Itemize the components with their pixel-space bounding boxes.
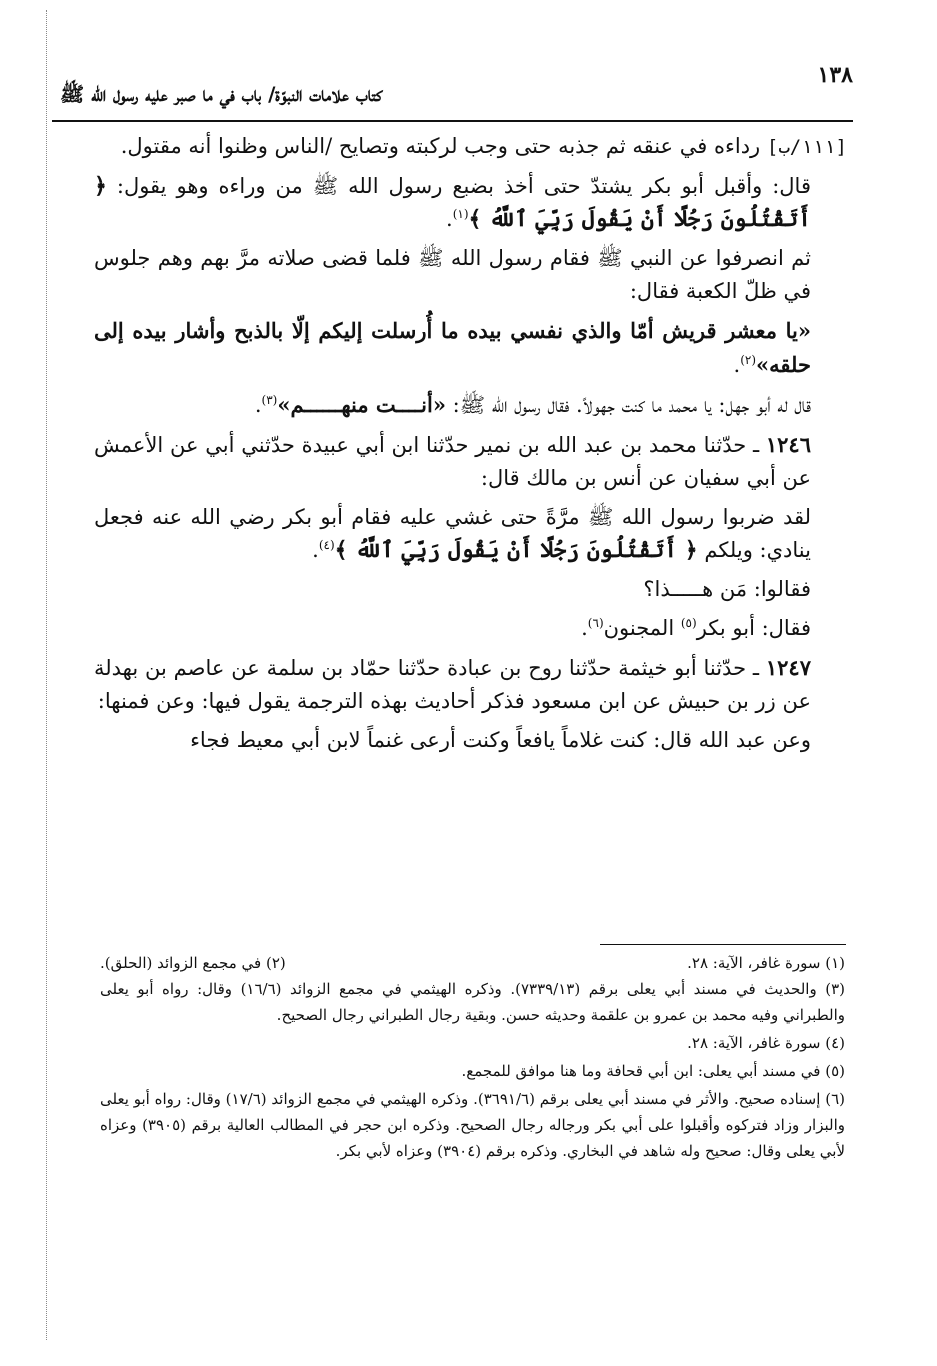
footnote-ref[interactable]: (٣) bbox=[261, 393, 278, 407]
paragraph-text: وعن عبد الله قال: كنت غلاماً يافعاً وكنت أرعى غنماً لابن أبي معيط فجاء bbox=[190, 728, 811, 752]
paragraph bbox=[94, 242, 847, 308]
footnote-6: (٦) إسناده صحيح. والأثر في مسند أبي يعلى برقم (٣٦٩١/٦). وذكره الهيثمي في مجمع الزوائد (١٧/٦) وقال: رواه أبو يعلى والبزار وزاد فتركوه وأقبلوا على أبي بكر ورجاله رجال الصحيح. وذكره ابن حجر في المطالب العالية برقم (٣٩٠٥) وعزاه لأبي يعلى وقال: صحيح وله شاهد في البخاري. وذكره برقم (٣٩٠٤) وعزاه لأبي بكر. bbox=[100, 1090, 845, 1160]
footnote-2: (٢) في مجمع الزوائد (الحلق). bbox=[100, 954, 286, 972]
isnad-text: ـ حدّثنا محمد بن عبد الله بن نمير حدّثنا ابن أبي عبيدة حدّثني أبي عن الأعمش عن أبي سفيان عن أنس بن مالك قال: bbox=[94, 433, 811, 490]
paragraph-text: المجنون bbox=[603, 616, 675, 640]
isnad-text: ـ حدّثنا أبو خيثمة حدّثنا روح بن عبادة حدّثنا حمّاد بن سلمة عن عاصم بن بهدلة عن زر بن حبيش عن ابن مسعود فذكر أحاديث بهذه الترجمة يقول فيها: وعن فمنها: bbox=[94, 656, 811, 713]
header-rule bbox=[52, 120, 853, 122]
hadith-entry bbox=[94, 651, 847, 718]
paragraph-text: قال له أبو جهل: يا محمد ما كنت جهولاً. فقال رسول الله ﷺ: bbox=[452, 393, 811, 417]
footnote-rule bbox=[600, 944, 846, 945]
paragraph: فقال: أبو بكر$^{(٥)}$ المجنون$^{(٦)}$. bbox=[581, 616, 811, 640]
paragraph bbox=[94, 724, 847, 757]
paragraph: «يا معشر قريش أمّا والذي نفسي بيده ما أُرسلت إليكم إلّا بالذبح وأشار بيده إلى حلقه»$^{(٢)}$. bbox=[94, 318, 811, 377]
paragraph-text: فقال: أبو بكر bbox=[696, 616, 811, 640]
hadith-entry bbox=[94, 428, 847, 495]
paragraph: لقد ضربوا رسول الله ﷺ مرَّةً حتى غشي عليه فقام أبو بكر رضي الله عنه فجعل ينادي: ويلكم ﴿ أَتَقْتُلُونَ رَجُلًا أَنْ يَقُولَ رَبِّيَ ٱللَّهُ ﴾$^{(٤)}$. bbox=[94, 505, 811, 563]
footnote-3: (٣) والحديث في مسند أبي يعلى برقم (٧٣٣٩/١٣). وذكره الهيثمي في مجمع الزوائد (١٦/٦) وقال: رواه أبو يعلى والطبراني وفيه محمد بن عمرو بن علقمة وحديثه حسن. وبقية رجال الطبراني رجال الصحيح. bbox=[100, 980, 845, 1024]
paragraph-text: ثم انصرفوا عن النبي ﷺ فقام رسول الله ﷺ فلما قضى صلاته مرَّ بهم وهم جلوس في ظلّ الكعبة فقال: bbox=[94, 246, 811, 303]
quran-verse: ﴿ أَتَقْتُلُونَ رَجُلًا أَنْ يَقُولَ رَبِّيَ ٱللَّهُ ﴾ bbox=[94, 173, 811, 232]
page-header bbox=[60, 58, 853, 122]
footnote-4: (٤) سورة غافر، الآية: ٢٨. bbox=[687, 1034, 845, 1052]
running-title: كتاب علامات النبوّة/ باب في ما صبر عليه رسول الله ﷺ bbox=[60, 82, 383, 106]
footnote-ref[interactable]: (٦) bbox=[587, 616, 604, 630]
footnote-row bbox=[100, 950, 845, 976]
folio-marker: [١١١/ب] bbox=[766, 136, 847, 158]
footnote-ref[interactable]: (١) bbox=[452, 207, 469, 221]
paragraph-text: لقد ضربوا رسول الله ﷺ مرَّةً حتى غشي عليه فقام أبو بكر رضي الله عنه فجعل ينادي: ويلكم bbox=[94, 505, 811, 562]
paragraph: قال: وأقبل أبو بكر يشتدّ حتى أخذ بضبع رسول الله ﷺ من وراءه وهو يقول: ﴿ أَتَقْتُلُونَ رَجُلًا أَنْ يَقُولَ رَبِّيَ ٱللَّهُ ﴾$^{(١)}$. bbox=[94, 173, 811, 232]
footnote-ref[interactable]: (٢) bbox=[740, 353, 757, 367]
page-number: ١٣٨ bbox=[817, 62, 853, 88]
paragraph: قال له أبو جهل: يا محمد ما كنت جهولاً. فقال رسول الله ﷺ: «أنــــت منهــــــم»$^{(٣)}$. bbox=[254, 392, 811, 417]
main-text bbox=[94, 130, 847, 763]
footnote-1: (١) سورة غافر، الآية: ٢٨. bbox=[687, 954, 845, 972]
hadith-number: ١٢٤٧ bbox=[765, 655, 811, 680]
footnote-ref[interactable]: (٥) bbox=[680, 616, 697, 630]
paragraph-text: قال: وأقبل أبو بكر يشتدّ حتى أخذ بضبع رسول الله ﷺ من وراءه وهو يقول: bbox=[116, 174, 811, 198]
paragraph-text: رداءه في عنقه ثم جذبه حتى وجب لركبته وتصايح /الناس وظنوا أنه مقتول. bbox=[120, 134, 761, 158]
hadith-text: «يا معشر قريش أمّا والذي نفسي بيده ما أُرسلت إليكم إلّا بالذبح وأشار بيده إلى حلقه» bbox=[94, 318, 811, 377]
hadith-number: ١٢٤٦ bbox=[765, 432, 811, 457]
footnote-5: (٥) في مسند أبي يعلى: ابن أبي قحافة وما هنا موافق للمجمع. bbox=[461, 1062, 845, 1080]
scan-edge-dots bbox=[46, 10, 47, 1340]
footnote-ref[interactable]: (٤) bbox=[318, 538, 335, 552]
hadith-text: «أنــــت منهــــــم» bbox=[277, 392, 446, 417]
paragraph-text: فقالوا: مَن هـــــذا؟ bbox=[643, 577, 811, 601]
quran-verse: ﴿ أَتَقْتُلُونَ رَجُلًا أَنْ يَقُولَ رَبِّيَ ٱللَّهُ ﴾ bbox=[334, 537, 698, 563]
footnotes bbox=[100, 950, 845, 1166]
paragraph bbox=[94, 573, 847, 606]
paragraph bbox=[94, 130, 847, 164]
